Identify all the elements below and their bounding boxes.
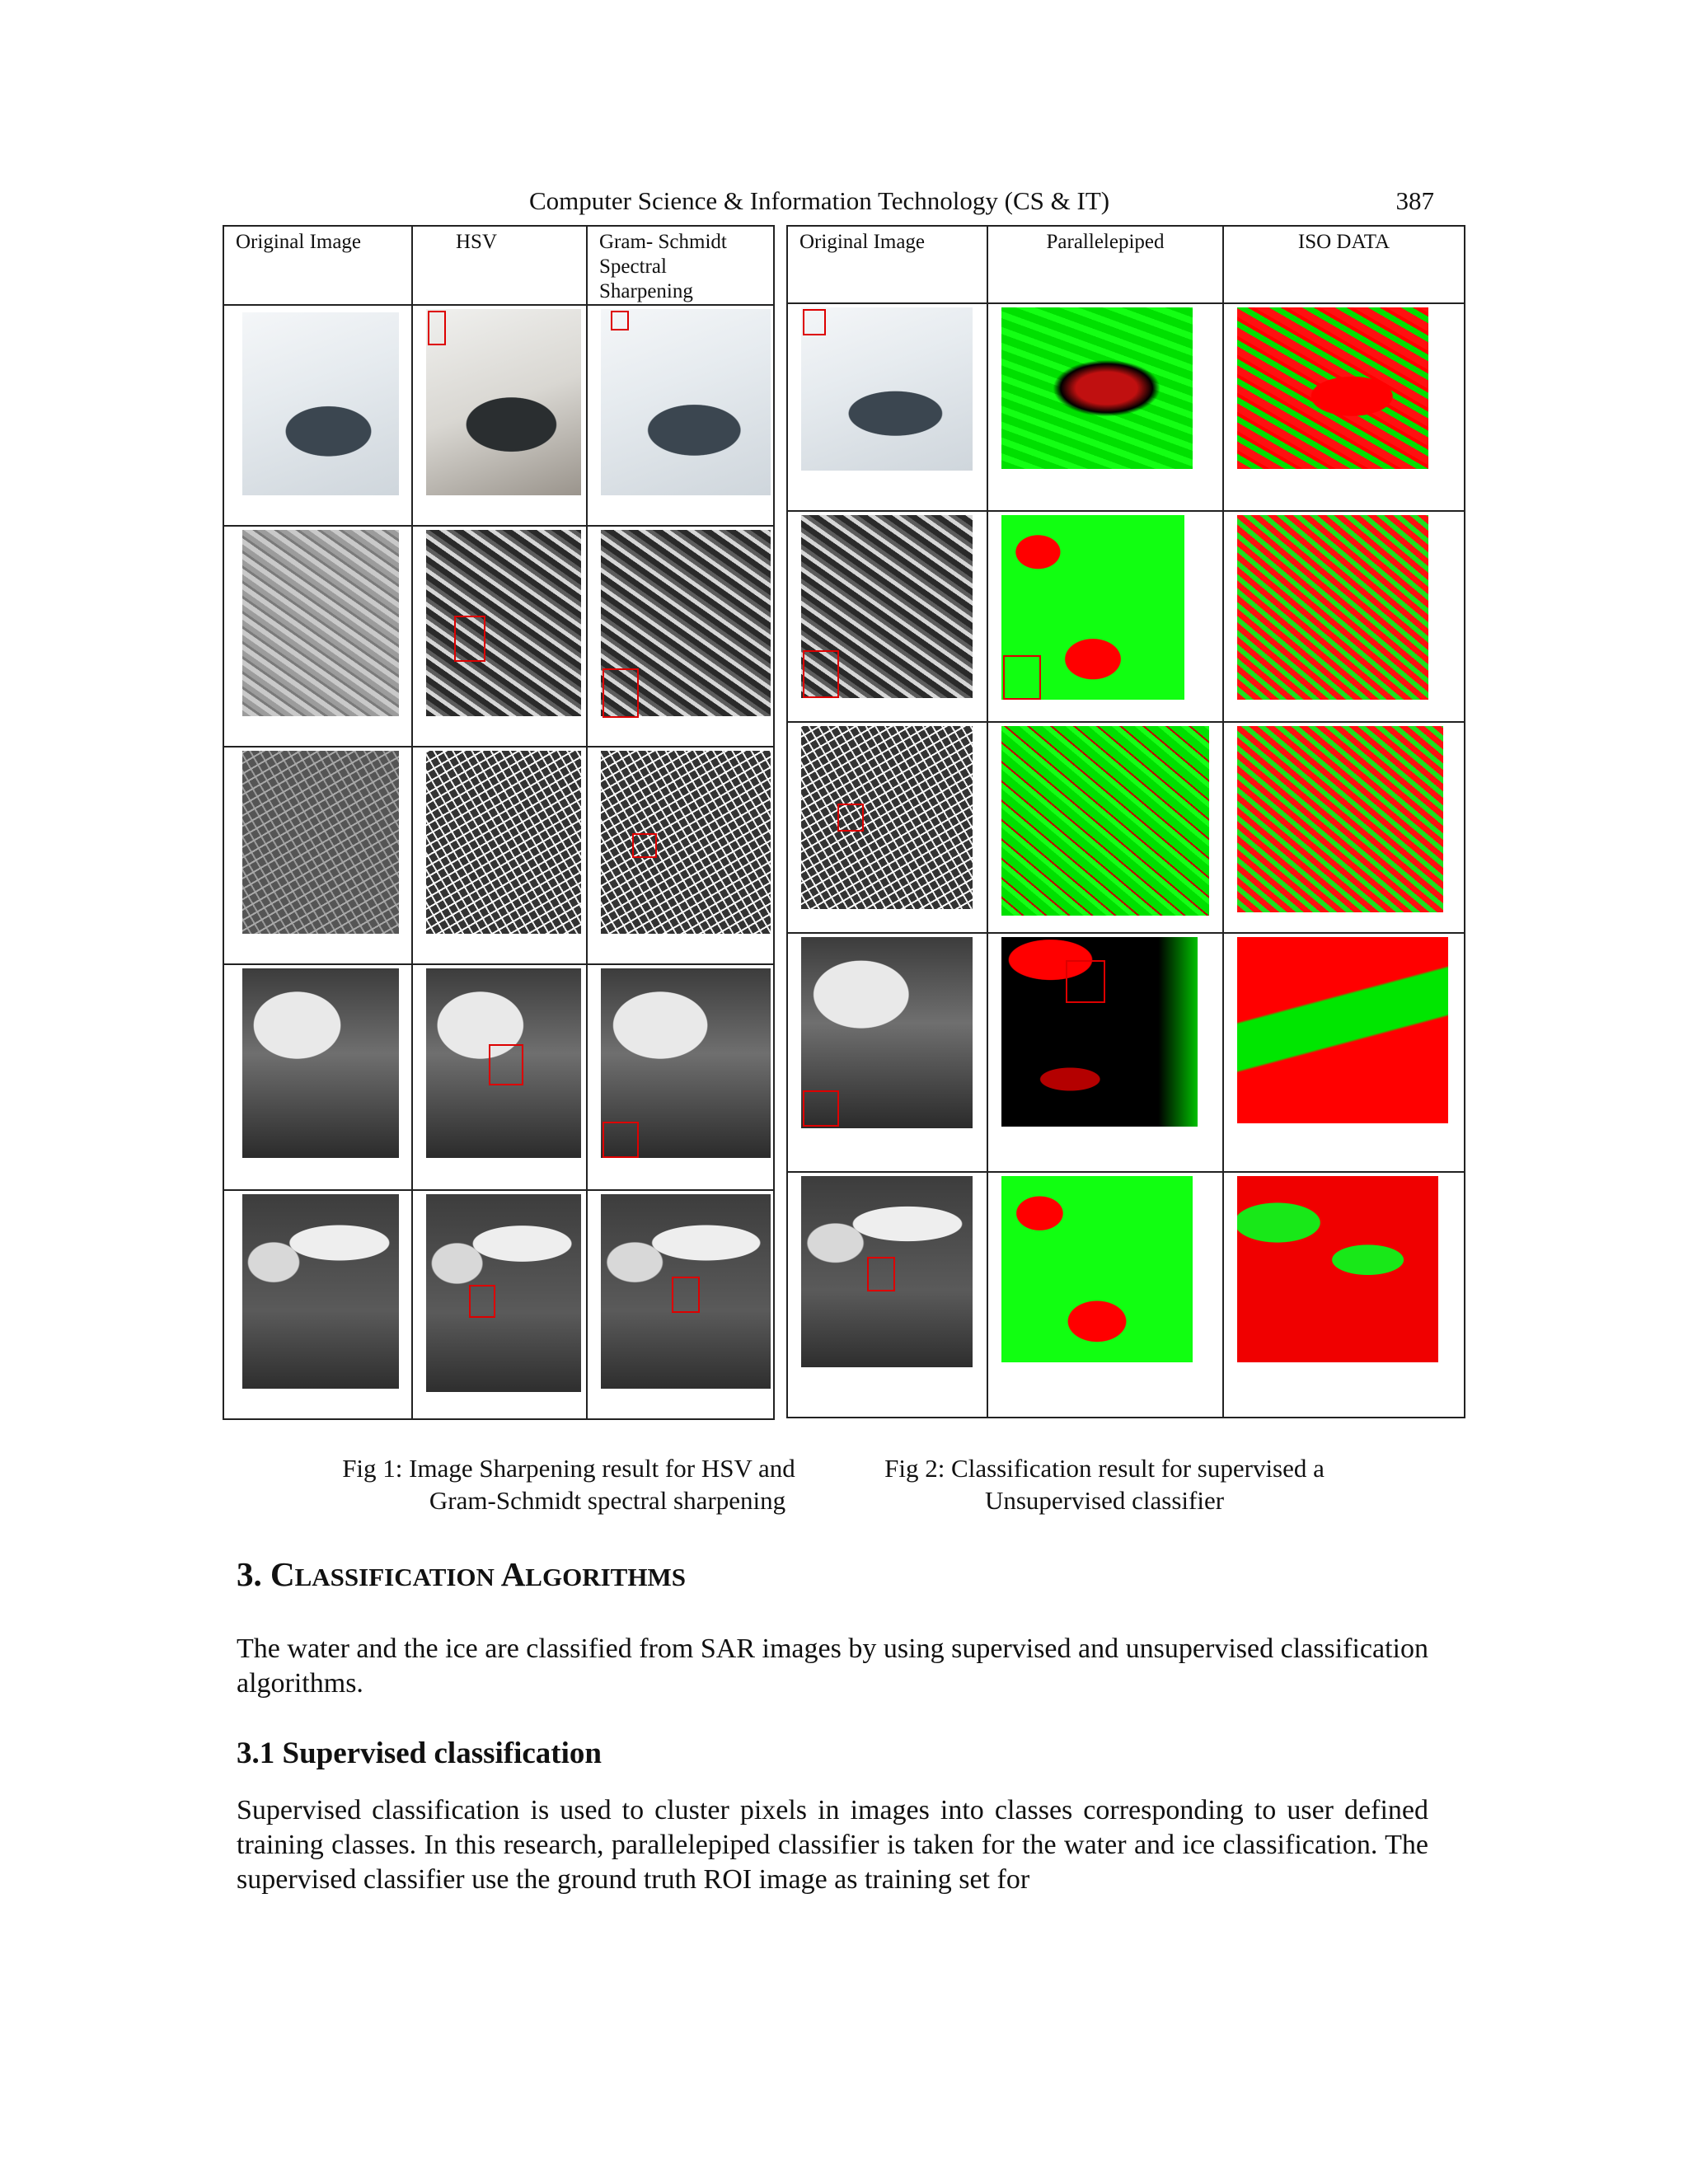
original-image-1 <box>242 312 399 495</box>
original-image-5 <box>801 1176 973 1367</box>
original-image-4 <box>801 937 973 1128</box>
gram-schmidt-image-2 <box>601 530 771 716</box>
gram-schmidt-image-3 <box>601 751 771 934</box>
hsv-image-2 <box>426 530 581 716</box>
roi-box <box>603 1122 639 1158</box>
roi-box <box>1066 960 1105 1003</box>
journal-title: Computer Science & Information Technology (CS & IT) <box>529 186 1110 215</box>
roi-box <box>1003 655 1041 700</box>
isodata-result-2 <box>1237 515 1428 700</box>
section-title-cap: A <box>500 1555 526 1593</box>
original-image-5 <box>242 1194 399 1389</box>
gram-schmidt-image-5 <box>601 1194 771 1389</box>
page-number: 387 <box>1395 186 1434 215</box>
hsv-image-4 <box>426 968 581 1158</box>
fig2-header-parallelepiped: Parallelepiped <box>987 226 1223 303</box>
subsection-paragraph: Supervised classification is used to cluster pixels in images into classes corresponding to user defined training classes. In this research, parallelepiped classifier is taken for the water and ice classification. The supervised classifier use the ground truth ROI image as training set for <box>237 1795 1428 1895</box>
figure-2-caption <box>857 1452 1352 1516</box>
hsv-image-3 <box>426 751 581 934</box>
fig2-header-original: Original Image <box>787 226 987 303</box>
roi-box <box>803 1090 839 1127</box>
parallelepiped-result-5 <box>1001 1176 1193 1362</box>
hsv-image-5 <box>426 1194 581 1392</box>
roi-box <box>489 1044 523 1085</box>
parallelepiped-result-2 <box>1001 515 1184 700</box>
fig2-header-isodata: ISO DATA <box>1223 226 1465 303</box>
roi-box <box>428 311 446 345</box>
figure-1-caption <box>305 1452 832 1516</box>
roi-box <box>454 616 485 662</box>
isodata-result-4 <box>1237 937 1448 1123</box>
isodata-result-1 <box>1237 307 1428 469</box>
roi-box <box>867 1257 895 1291</box>
caption-line: Unsupervised classifier <box>984 1486 1225 1515</box>
section-number: 3. <box>237 1555 262 1593</box>
parallelepiped-result-3 <box>1001 726 1209 916</box>
roi-box <box>803 309 826 335</box>
caption-line: Gram-Schmidt spectral sharpening <box>429 1486 786 1515</box>
roi-box <box>603 668 639 718</box>
original-image-3 <box>242 751 399 934</box>
section-intro-paragraph: The water and the ice are classified from SAR images by using supervised and unsupervised classification algorithms. <box>237 1633 1428 1699</box>
roi-box <box>672 1277 700 1313</box>
isodata-result-5 <box>1237 1176 1438 1362</box>
roi-box <box>837 804 864 832</box>
section-title-cap: C <box>270 1555 295 1593</box>
original-image-4 <box>242 968 399 1158</box>
fig1-header-hsv: HSV <box>412 226 587 305</box>
roi-box <box>632 833 657 858</box>
subsection-heading: 3.1 Supervised classification <box>237 1736 602 1770</box>
original-image-3 <box>801 726 973 909</box>
gram-schmidt-image-1 <box>601 309 771 495</box>
isodata-result-3 <box>1237 726 1443 912</box>
original-image-1 <box>801 307 973 471</box>
gram-schmidt-image-4 <box>601 968 771 1158</box>
caption-line: Fig 2: Classification result for supervised a <box>884 1454 1325 1483</box>
parallelepiped-result-4 <box>1001 937 1198 1127</box>
hsv-image-1 <box>426 309 581 495</box>
original-image-2 <box>242 530 399 716</box>
parallelepiped-result-1 <box>1001 307 1193 469</box>
figure-2-table <box>786 225 1465 1418</box>
fig1-header-gram-schmidt: Gram- Schmidt Spectral Sharpening <box>587 226 774 305</box>
roi-box <box>611 311 629 330</box>
section-title-smallcaps: LGORITHMS <box>525 1563 686 1591</box>
section-title-smallcaps: LASSIFICATION <box>294 1563 501 1591</box>
roi-box <box>803 650 839 698</box>
fig1-header-original: Original Image <box>223 226 412 305</box>
section-heading <box>237 1554 686 1594</box>
original-image-2 <box>801 515 973 698</box>
roi-box <box>469 1285 495 1318</box>
caption-line: Fig 1: Image Sharpening result for HSV and <box>342 1454 795 1483</box>
figure-1-table <box>223 225 775 1420</box>
running-head <box>223 183 1434 216</box>
